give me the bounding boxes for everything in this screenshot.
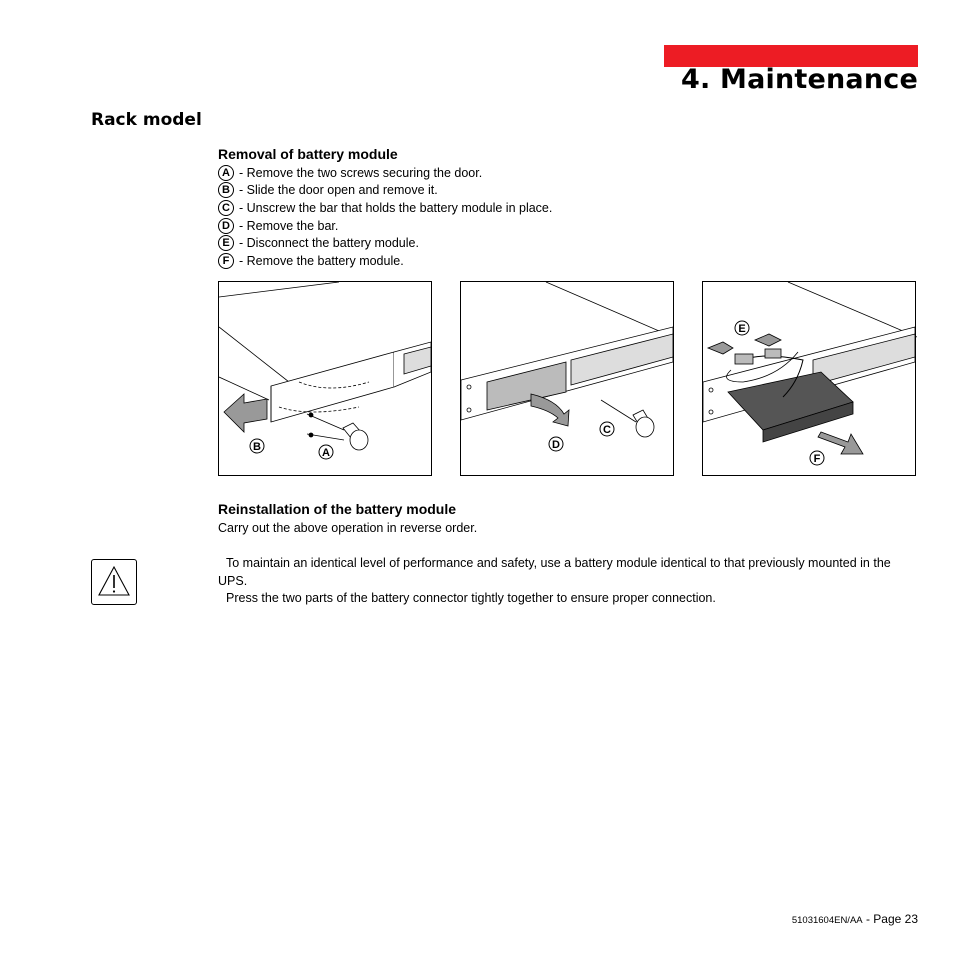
list-item (218, 217, 552, 235)
warning-text-line1: To maintain an identical level of performance and safety, use a battery module identical to that previously mounted in the (226, 556, 891, 570)
step-text: - Remove the two screws securing the door. (239, 165, 483, 180)
step-text: - Remove the battery module. (239, 253, 404, 268)
figure-callout-f: F (813, 453, 821, 465)
door-removal-illustration (219, 282, 431, 475)
figure-battery-removal (702, 281, 916, 476)
battery-removal-illustration (703, 282, 917, 475)
figure-callout-d: D (552, 439, 560, 451)
figure-callout-c: C (603, 424, 611, 436)
figure-callout-e: E (738, 323, 746, 335)
warning-box (91, 559, 137, 605)
step-text: - Unscrew the bar that holds the battery module in place. (239, 200, 553, 215)
figure-callout-a: A (322, 447, 330, 459)
warning-text-line2: UPS. (218, 574, 248, 588)
step-letter-badge: F (218, 253, 234, 269)
page-number: - Page 23 (862, 912, 918, 926)
step-text: - Disconnect the battery module. (239, 236, 419, 251)
warning-triangle-icon (92, 560, 136, 604)
reinstall-heading: Reinstallation of the battery module (218, 501, 457, 517)
list-item (218, 164, 552, 182)
figure-callout-b: B (253, 441, 261, 453)
removal-heading: Removal of battery module (218, 146, 398, 162)
list-item (218, 252, 552, 270)
step-letter-badge: D (218, 218, 234, 234)
step-letter-badge: A (218, 165, 234, 181)
section-title: Rack model (91, 110, 202, 130)
reinstall-text: Carry out the above operation in reverse order. (218, 521, 478, 535)
step-letter-badge: C (218, 200, 234, 216)
step-text: - Slide the door open and remove it. (239, 183, 438, 198)
step-text: - Remove the bar. (239, 218, 339, 233)
list-item (218, 234, 552, 252)
bar-removal-illustration (461, 282, 673, 475)
list-item (218, 199, 552, 217)
warning-text-line3: Press the two parts of the battery connector tightly together to ensure proper connection. (226, 591, 716, 605)
chapter-title: 4. Maintenance (680, 64, 918, 95)
step-letter-badge: E (218, 235, 234, 251)
page-footer (792, 912, 918, 926)
doc-code: 51031604EN/AA (791, 915, 863, 926)
figure-door-removal (218, 281, 432, 476)
figure-bar-removal (460, 281, 674, 476)
removal-steps-list (218, 164, 552, 270)
list-item (218, 182, 552, 200)
step-letter-badge: B (218, 182, 234, 198)
